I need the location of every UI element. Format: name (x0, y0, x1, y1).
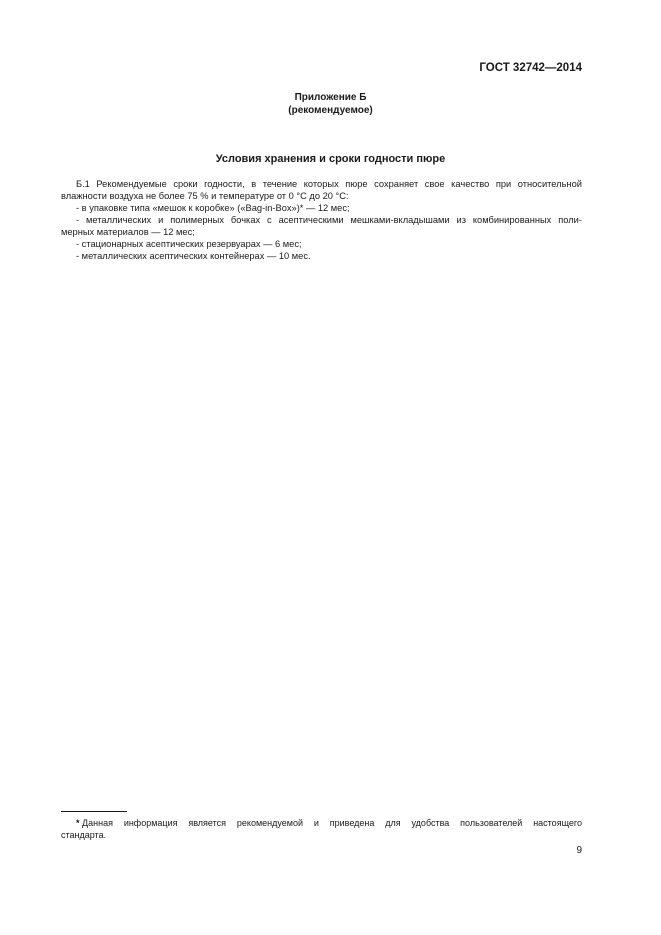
word: бочках (230, 215, 261, 225)
list-item-barrels-line-1 (61, 214, 582, 226)
word: и (158, 215, 164, 225)
footnote-line-1 (61, 817, 582, 829)
word: пользователей (460, 818, 523, 828)
word: сроки (173, 179, 198, 189)
word: металлических (86, 215, 152, 225)
section-title: Условия хранения и сроки годности пюре (215, 153, 446, 165)
footnote-first-group (76, 817, 113, 829)
word: - (76, 215, 80, 225)
word: которых (303, 179, 339, 189)
footnote-divider (61, 811, 127, 812)
word: в (251, 179, 257, 189)
word: асептическими (278, 215, 344, 225)
word: рекомендуемой (236, 818, 303, 828)
footnote-marker: * (76, 818, 80, 828)
annex-status: (рекомендуемое) (288, 105, 373, 116)
word: Данная (82, 818, 113, 828)
word: годности, (204, 179, 245, 189)
word: удобства (411, 818, 450, 828)
word: поли- (558, 215, 582, 225)
word: является (188, 818, 227, 828)
list-item-bag-in-box: - в упаковке типа «мешок к коробке» («Bag-in-Box»)* — 12 мес; (76, 203, 350, 213)
word: качество (451, 179, 490, 189)
annex-title: Приложение Б (294, 92, 367, 103)
clause-b1 (61, 178, 582, 262)
word: сохраняет (374, 179, 419, 189)
footnote-line-2: стандарта. (61, 830, 107, 840)
annex-heading (0, 91, 661, 117)
word: течение (262, 179, 298, 189)
word: приведена (329, 818, 375, 828)
page-number: 9 (576, 845, 582, 856)
word: комбинированных (472, 215, 552, 225)
clause-line-2: влажности воздуха не более 75 % и температуре от 0 °С до 20 °С: (61, 191, 349, 201)
word: Рекомендуемые (96, 179, 167, 189)
word: пюре (345, 179, 368, 189)
word: и (313, 818, 319, 828)
list-item-barrels-line-2: мерных материалов — 12 мес; (61, 227, 195, 237)
word: полимерных (170, 215, 225, 225)
word: из (456, 215, 466, 225)
word: с (267, 215, 272, 225)
list-item-tanks: - стационарных асептических резервуарах — 6 мес; (76, 239, 302, 249)
word: свое (424, 179, 445, 189)
word: мешками-вкладышами (350, 215, 450, 225)
word: Б.1 (76, 179, 90, 189)
word: относительной (517, 179, 582, 189)
list-item-containers: - металлических асептических контейнерах — 10 мес. (76, 251, 311, 261)
standard-number: ГОСТ 32742—2014 (479, 62, 582, 74)
word: для (385, 818, 401, 828)
clause-line-1 (61, 178, 582, 190)
word: настоящего (533, 818, 582, 828)
footnote (61, 817, 582, 841)
word: информация (123, 818, 178, 828)
word: при (495, 179, 512, 189)
